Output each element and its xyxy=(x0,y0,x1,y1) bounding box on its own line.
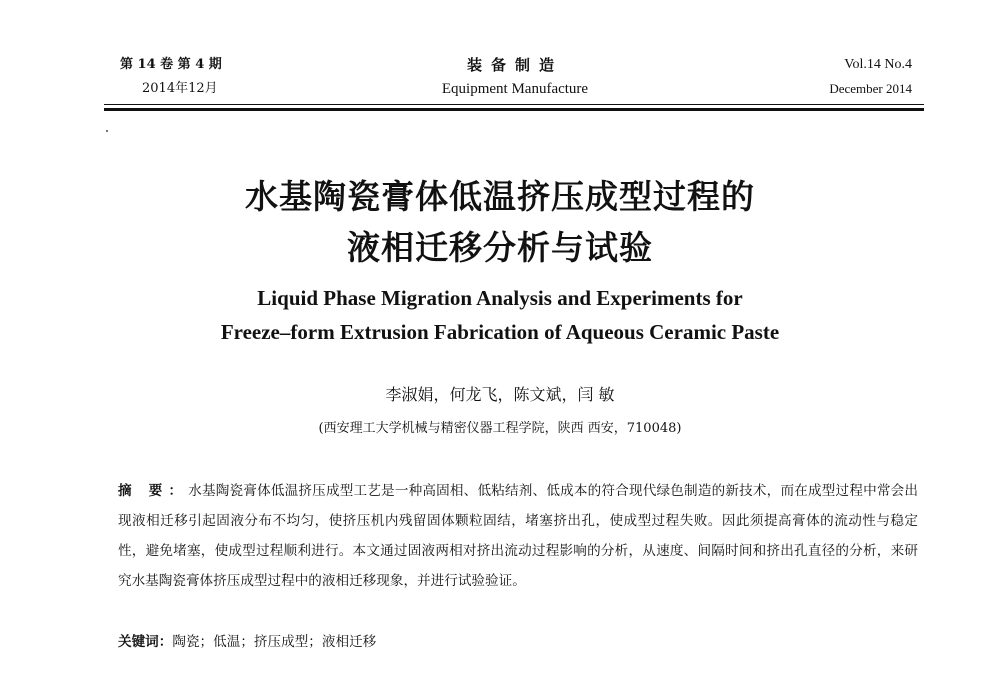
author-affiliation: (西安理工大学机械与精密仪器工程学院，陕西 西安，710048) xyxy=(318,421,682,436)
volume-issue-cn: 第 14 卷 第 4 期 xyxy=(120,57,222,72)
journal-name-en: Equipment Manufacture xyxy=(441,81,589,97)
abstract-text: 水基陶瓷膏体低温挤压成型工艺是一种高固相、低粘结剂、低成本的符合现代绿色制造的新技术，而在成型过程中常会出现液相迁移引起固液分布不均匀，使挤压机内残留固体颗粒固结，堵塞挤出孔，使成型过程失败。因此须提高膏体的流动性与稳定性，避免堵塞，使成型过程顺利进行。本文通过固液两相对挤出流动过程影响的分析，从速度、间隔时间和挤出孔直径的分析，来研究水基陶瓷膏体挤压成型过程中的液相迁移现象，并进行试验验证。 xyxy=(118,483,918,589)
journal-volume-cn xyxy=(120,57,222,96)
abstract-label: 摘 要： xyxy=(118,483,189,499)
keywords-text: 陶瓷；低温；挤压成型；液相迁移 xyxy=(172,634,377,650)
keywords xyxy=(118,636,918,650)
author-list: 李淑娟，何龙飞，陈文斌，闫 敏 xyxy=(385,385,615,404)
title-en-line1: Liquid Phase Migration Analysis and Experiments for xyxy=(257,286,743,310)
journal-name-cn: 装备制造 xyxy=(466,56,563,74)
title-cn-line1: 水基陶瓷膏体低温挤压成型过程的 xyxy=(245,177,755,216)
header-rule-thin xyxy=(104,104,924,105)
header-rule-thick xyxy=(104,108,924,111)
title-en-line2: Freeze–form Extrusion Fabrication of Aqueous Ceramic Paste xyxy=(220,320,780,344)
scan-speck xyxy=(106,130,108,132)
journal-name xyxy=(400,58,630,98)
abstract xyxy=(118,476,918,596)
journal-volume-en xyxy=(829,58,912,95)
keywords-label: 关键词： xyxy=(118,634,173,650)
publication-date-en: December 2014 xyxy=(829,81,912,96)
title-cn-line2: 液相迁移分析与试验 xyxy=(347,228,653,267)
volume-issue-en: Vol.14 No.4 xyxy=(844,57,912,72)
publication-date-cn: 2014年12月 xyxy=(142,81,218,96)
